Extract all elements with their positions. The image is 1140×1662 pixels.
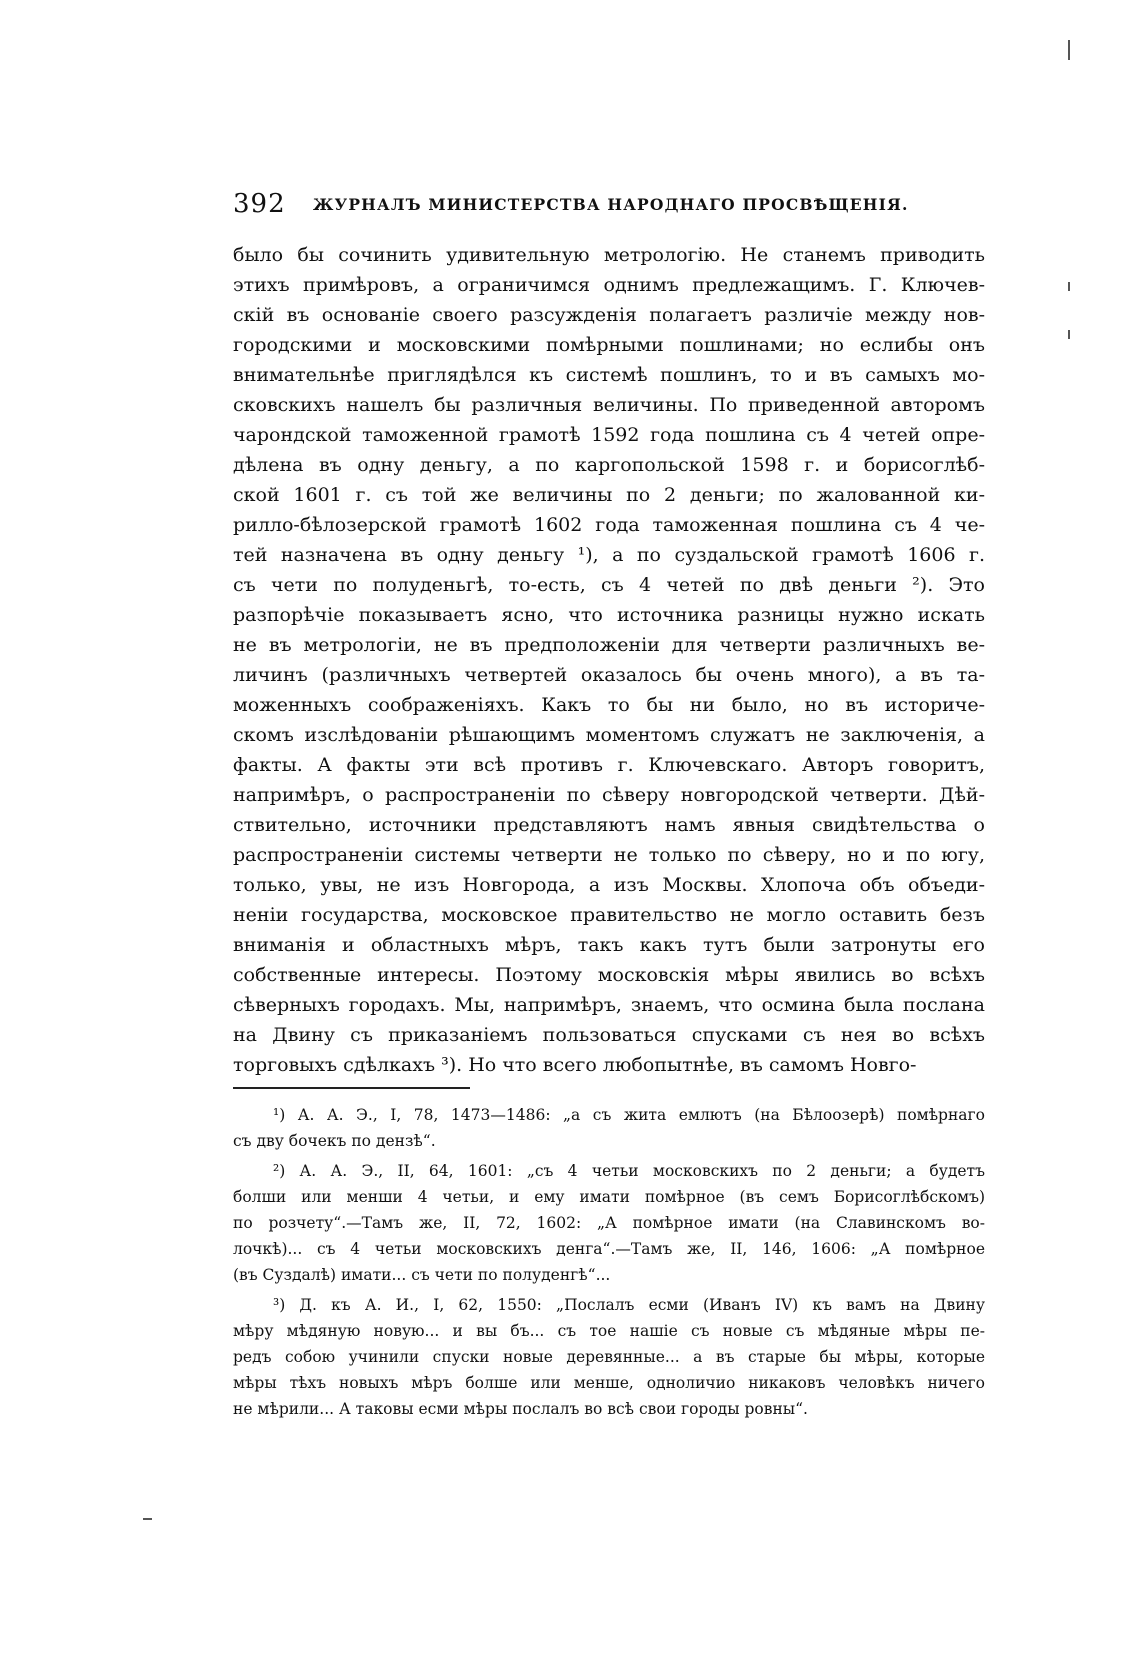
footnote-line: лочкѣ)... съ 4 четьи московскихъ денга“.—Тамъ же, II, 146, 1606: „А помѣрное bbox=[233, 1240, 985, 1258]
footnotes bbox=[233, 1102, 985, 1422]
scan-artifact-mark bbox=[1068, 40, 1070, 60]
text-line: собственные интересы. Поэтому московскія мѣры явились во всѣхъ bbox=[233, 964, 985, 986]
text-line: факты. А факты эти всѣ противъ г. Ключевскаго. Авторъ говоритъ, bbox=[233, 754, 985, 776]
footnote-3 bbox=[233, 1292, 985, 1422]
text-line: только, увы, не изъ Новгорода, а изъ Москвы. Хлопоча объ объеди- bbox=[233, 874, 985, 896]
footnote-line: мѣру мѣдяную новую... и вы бъ... съ тое нашіе съ новые съ мѣдяные мѣры пе- bbox=[233, 1322, 985, 1340]
text-line: съ чети по полуденьгѣ, то-есть, съ 4 четей по двѣ деньги ²). Это bbox=[233, 574, 985, 596]
text-line: дѣлена въ одну деньгу, а по каргопольской 1598 г. и борисоглѣб- bbox=[233, 454, 985, 476]
text-line: моженныхъ соображеніяхъ. Какъ то бы ни было, но въ историче- bbox=[233, 694, 985, 716]
text-line: чарондской таможенной грамотѣ 1592 года пошлина съ 4 четей опре- bbox=[233, 424, 985, 446]
footnote-separator bbox=[233, 1087, 470, 1089]
text-line: внимательнѣе приглядѣлся къ системѣ пошлинъ, то и въ самыхъ мо- bbox=[233, 364, 985, 386]
text-line: на Двину съ приказаніемъ пользоваться спусками съ нея во всѣхъ bbox=[233, 1024, 985, 1046]
footnote-line: съ дву бочекъ по дензѣ“. bbox=[233, 1132, 436, 1150]
text-line: скомъ изслѣдованіи рѣшающимъ моментомъ служатъ не заключенія, а bbox=[233, 724, 985, 746]
text-line: неніи государства, московское правительство не могло оставить безъ bbox=[233, 904, 985, 926]
footnote-line: болши или менши 4 четьи, и ему имати помѣрное (въ семъ Борисоглѣбскомъ) bbox=[233, 1188, 985, 1206]
text-line: скій въ основаніе своего разсужденія полагаетъ различіе между нов- bbox=[233, 304, 985, 326]
text-line: этихъ примѣровъ, а ограничимся однимъ предлежащимъ. Г. Ключев- bbox=[233, 274, 985, 296]
text-line: не въ метрологіи, не въ предположеніи для четверти различныхъ ве- bbox=[233, 634, 985, 656]
text-line: сѣверныхъ городахъ. Мы, напримѣръ, знаемъ, что осмина была послана bbox=[233, 994, 985, 1016]
text-line: тей назначена въ одну деньгу ¹), а по суздальской грамотѣ 1606 г. bbox=[233, 544, 985, 566]
footnote-line: ³) Д. къ А. И., I, 62, 1550: „Послалъ есми (Иванъ IV) къ вамъ на Двину bbox=[273, 1296, 985, 1314]
text-line: рилло-бѣлозерской грамотѣ 1602 года таможенная пошлина съ 4 че- bbox=[233, 514, 985, 536]
main-text bbox=[233, 240, 985, 1080]
text-line: напримѣръ, о распространеніи по сѣверу новгородской четверти. Дѣй- bbox=[233, 784, 985, 806]
text-line: торговыхъ сдѣлкахъ ³). Но что всего любопытнѣе, въ самомъ Новго- bbox=[233, 1054, 917, 1076]
footnote-line: не мѣрили... А таковы есми мѣры послалъ во всѣ свои городы ровны“. bbox=[233, 1400, 808, 1418]
footnote-line: ²) А. А. Э., II, 64, 1601: „съ 4 четьи московскихъ по 2 деньги; а будетъ bbox=[273, 1162, 985, 1180]
text-line: вниманія и областныхъ мѣръ, такъ какъ тутъ были затронуты его bbox=[233, 934, 985, 956]
text-line: ствительно, источники представляютъ намъ явныя свидѣтельства о bbox=[233, 814, 985, 836]
footnote-1 bbox=[233, 1102, 985, 1154]
scan-artifact-mark bbox=[1068, 330, 1070, 339]
page-header bbox=[233, 188, 993, 220]
footnote-2 bbox=[233, 1158, 985, 1288]
text-line: ской 1601 г. съ той же величины по 2 деньги; по жалованной ки- bbox=[233, 484, 985, 506]
text-line: разпорѣчіе показываетъ ясно, что источника разницы нужно искать bbox=[233, 604, 985, 626]
footnote-line: по розчету“.—Тамъ же, II, 72, 1602: „А помѣрное имати (на Славинскомъ во- bbox=[233, 1214, 985, 1232]
scan-artifact-mark bbox=[1068, 282, 1070, 291]
page-number: 392 bbox=[233, 189, 286, 219]
text-line: распространеніи системы четверти не только по сѣверу, но и по югу, bbox=[233, 844, 985, 866]
footnote-line: ¹) А. А. Э., I, 78, 1473—1486: „а съ жита емлютъ (на Бѣлоозерѣ) помѣрнаго bbox=[273, 1106, 985, 1124]
text-line: сковскихъ нашелъ бы различныя величины. По приведенной авторомъ bbox=[233, 394, 985, 416]
footnote-line: редъ собою учинили спуски новые деревянные... а въ старые бы мѣры, которые bbox=[233, 1348, 985, 1366]
footnote-line: (въ Суздалѣ) имати... съ чети по полуденгѣ“... bbox=[233, 1266, 611, 1284]
running-title: ЖУРНАЛЪ МИНИСТЕРСТВА НАРОДНАГО ПРОСВѢЩЕНІЯ. bbox=[313, 195, 909, 214]
footnote-line: мѣры тѣхъ новыхъ мѣръ болше или менше, одноличио никаковъ человѣкъ ничего bbox=[233, 1374, 985, 1392]
text-line: личинъ (различныхъ четвертей оказалось бы очень много), а въ та- bbox=[233, 664, 985, 686]
scan-artifact-mark bbox=[143, 1518, 152, 1520]
text-line: городскими и московскими помѣрными пошлинами; но еслибы онъ bbox=[233, 334, 985, 356]
text-line: было бы сочинить удивительную метрологію. Не станемъ приводить bbox=[233, 244, 985, 266]
